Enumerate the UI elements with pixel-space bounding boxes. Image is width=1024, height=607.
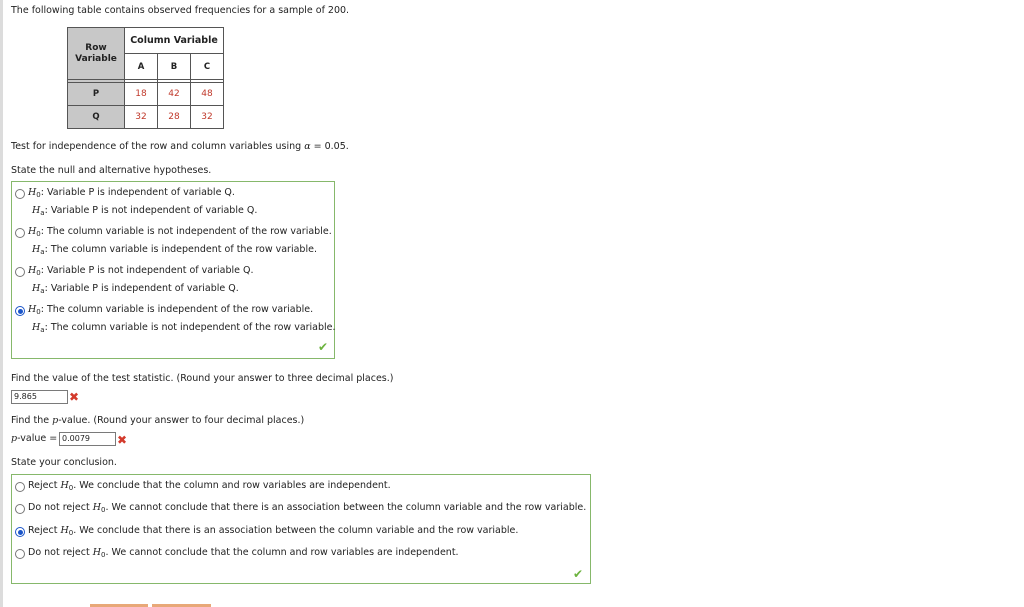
table-cell: 32 bbox=[191, 106, 224, 129]
conclusion-prompt: State your conclusion. bbox=[11, 457, 117, 468]
conclusion-option-2-text: Do not reject $H_0$. We cannot conclude that there is an association between the column variable and the row variable. bbox=[28, 502, 587, 514]
hypothesis-option-2-ha: $H_a$: The column variable is independent of the row variable. bbox=[32, 244, 317, 256]
frequency-table bbox=[67, 27, 224, 129]
table-cell: 48 bbox=[191, 83, 224, 106]
column-header-a: A bbox=[125, 54, 158, 80]
hypothesis-option-4-ha: $H_a$: The column variable is not independent of the row variable. bbox=[32, 322, 336, 334]
p-value-prompt: Find the p-value. (Round your answer to four decimal places.) bbox=[11, 415, 305, 426]
conclusion-option-3-text: Reject $H_0$. We conclude that there is an association between the column variable and the row variable. bbox=[28, 525, 519, 537]
hypothesis-option-2-h0: $H_0$: The column variable is not independent of the row variable. bbox=[28, 226, 332, 238]
incorrect-cross-icon: ✖ bbox=[117, 433, 128, 447]
column-header-b: B bbox=[158, 54, 191, 80]
hypothesis-option-3-h0: $H_0$: Variable P is not independent of variable Q. bbox=[28, 265, 254, 277]
incorrect-cross-icon: ✖ bbox=[69, 390, 80, 404]
column-header-c: C bbox=[191, 54, 224, 80]
test-statistic-input[interactable]: 9.865 bbox=[11, 390, 68, 404]
hypotheses-prompt: State the null and alternative hypotheses. bbox=[11, 165, 212, 176]
conclusion-option-4-text: Do not reject $H_0$. We cannot conclude that the column and row variables are independent. bbox=[28, 547, 459, 559]
hypothesis-option-1-ha: $H_a$: Variable P is not independent of variable Q. bbox=[32, 205, 258, 217]
p-value-label: p-value = bbox=[11, 433, 58, 444]
conclusion-option-2-radio[interactable] bbox=[15, 504, 25, 514]
intro-text: The following table contains observed frequencies for a sample of 200. bbox=[11, 5, 350, 16]
hypothesis-option-1-h0: $H_0$: Variable P is independent of variable Q. bbox=[28, 187, 235, 199]
table-cell: 42 bbox=[158, 83, 191, 106]
row-label-q: Q bbox=[68, 106, 125, 129]
p-value-input[interactable]: 0.0079 bbox=[59, 432, 116, 446]
conclusion-option-1-text: Reject $H_0$. We conclude that the column and row variables are independent. bbox=[28, 480, 391, 492]
alpha-symbol: α bbox=[304, 141, 311, 152]
conclusion-option-4-radio[interactable] bbox=[15, 549, 25, 559]
hypothesis-option-3-ha: $H_a$: Variable P is independent of variable Q. bbox=[32, 283, 239, 295]
hypothesis-option-2-radio[interactable] bbox=[15, 228, 25, 238]
table-cell: 32 bbox=[125, 106, 158, 129]
page-left-border bbox=[0, 0, 3, 607]
column-variable-header: Column Variable bbox=[125, 28, 224, 54]
hypothesis-option-3-radio[interactable] bbox=[15, 267, 25, 277]
hypotheses-answer-box bbox=[11, 181, 335, 359]
conclusion-option-1-radio[interactable] bbox=[15, 482, 25, 492]
hypothesis-option-1-radio[interactable] bbox=[15, 189, 25, 199]
hypothesis-option-4-radio[interactable] bbox=[15, 306, 25, 316]
conclusion-answer-box bbox=[11, 474, 591, 584]
hypothesis-option-4-h0: $H_0$: The column variable is independent of the row variable. bbox=[28, 304, 314, 316]
row-label-p: P bbox=[68, 83, 125, 106]
table-cell: 28 bbox=[158, 106, 191, 129]
table-cell: 18 bbox=[125, 83, 158, 106]
test-statistic-prompt: Find the value of the test statistic. (Round your answer to three decimal places.) bbox=[11, 373, 394, 384]
row-variable-header: Row Variable bbox=[68, 28, 125, 80]
test-prompt: Test for independence of the row and column variables using α = 0.05. bbox=[11, 141, 349, 152]
conclusion-option-3-radio[interactable] bbox=[15, 527, 25, 537]
correct-check-icon: ✔ bbox=[573, 567, 584, 581]
correct-check-icon: ✔ bbox=[318, 340, 329, 354]
